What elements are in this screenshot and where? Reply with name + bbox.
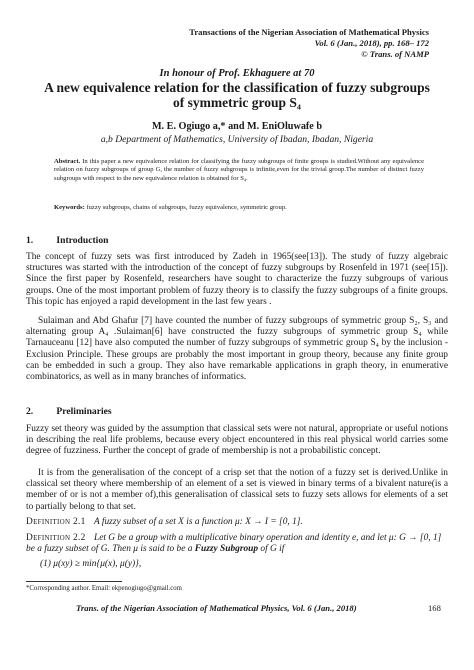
definition-text: Let G be a group with a multiplicative binary operation and identity e, and let μ: G → [0, 1] be a fuzzy subset of G. Then μ is said to be a (26, 533, 442, 555)
paper-title (0, 80, 474, 110)
footnote: *Corresponding author. Email: ekpenogiugo@gmail.com (26, 585, 182, 592)
title-line-1: A new equivalence relation for the classification of fuzzy subgroups (44, 80, 430, 95)
section-heading-preliminaries (26, 406, 112, 417)
definition-2-1 (26, 517, 448, 528)
keywords-text: fuzzy subgroups, chains of subgroups, fuzzy equivalence, symmetric group. (86, 204, 287, 211)
journal-name: Transactions of the Nigerian Association of Mathematical Physics (189, 27, 429, 37)
abstract (54, 158, 424, 183)
affiliation: a,b Department of Mathematics, University of Ibadan, Ibadan, Nigeria (100, 134, 374, 145)
keywords (54, 204, 424, 211)
definition-2-2 (26, 533, 448, 555)
page-number: 168 (428, 603, 441, 613)
section-heading-introduction (26, 235, 108, 246)
section-number: 1. (26, 235, 34, 246)
abstract-text: In this paper a new equivalence relation for classifying the fuzzy subgroups of finite groups is studied.Without any equivalence relation on fuzzy subgroups of group G, the number of fuzzy subgroups is infinite,even for the trivial group.The number of distinct fuzzy subgroups with respect to the new equivalence relation is obtained for S₄. (54, 158, 425, 182)
definition-condition-1: (1) μ(xy) ≥ min{μ(x), μ(y)}, (40, 559, 142, 569)
footnote-divider (26, 581, 122, 582)
abstract-label: Abstract. (54, 158, 81, 165)
section-title: Preliminaries (56, 406, 112, 417)
keywords-label: Keywords: (54, 204, 85, 211)
copyright-line: © Trans. of NAMP (361, 49, 429, 59)
title-line-2: of symmetric group S₄ (173, 95, 301, 110)
definition-label: Definition 2.1 (26, 517, 86, 527)
section-title: Introduction (56, 235, 109, 246)
volume-pages: Vol. 6 (Jan., 2018), pp. 168– 172 (314, 38, 429, 48)
journal-header (189, 27, 429, 60)
prelim-paragraph-2: It is from the generalisation of the concept of a crisp set that the notion of a fuzzy set is derived.Unlike in classical set theory where membership of an element of a set is viewed in binary terms of a bivalent nature(is a member of or is not a member of),this generalisation of classical sets to fuzzy sets allows for elements of a set to partially belong to that set. (26, 468, 448, 512)
definition-label: Definition 2.2 (26, 533, 86, 543)
definition-term: Fuzzy Subgroup (194, 544, 259, 555)
authors: M. E. Ogiugo a,* and M. EniOluwafe b (151, 121, 323, 132)
honour-line: In honour of Prof. Ekhaguere at 70 (159, 68, 315, 79)
definition-text-end: of G if (260, 544, 285, 555)
definition-text: A fuzzy subset of a set X is a function μ: X → I = [0, 1]. (93, 517, 303, 527)
section-number: 2. (26, 406, 34, 417)
prelim-paragraph-1: Fuzzy set theory was guided by the assumption that classical sets were not natural, appropriate or useful notions in describing the real life problems, because every object encountered in this real physical world carries some degree of fuzziness. Further the concept of grade of membership is not a probabilistic concept. (26, 424, 448, 457)
intro-paragraph-1: The concept of fuzzy sets was first introduced by Zadeh in 1965(see[13]). The study of fuzzy algebraic structures was started with the introduction of the concept of fuzzy subgroups by Rosenfeld in 1971 (see[15]). Since the first paper by Rosenfeld, researchers have sought to characterize the fuzzy subgroups of various groups. One of the most important problem of fuzzy theory is to classify the fuzzy subgroups of a finite groups. This topic has enjoyed a rapid development in the last few years . (26, 252, 448, 307)
footer-journal: Trans. of the Nigerian Association of Mathematical Physics, Vol. 6 (Jan., 2018) (76, 603, 357, 613)
intro-paragraph-2: Sulaiman and Abd Ghafur [7] have counted the number of fuzzy subgroups of symmetric group S₂, S₃ and alternating group A₄ .Sulaiman[6] have constructed the fuzzy subgroups of symmetric group S₄ while Tarnauceanu [12] have also computed the number of fuzzy subgroups of symmetric group S₄ by the inclusion -Exclusion Principle. These groups are probably the most important in group theory, because any finite group can be embedded in such a group. They also have remarkable applications in graph theory, in enumerative combinatorics, as well as in many branches of informatics. (26, 316, 448, 383)
